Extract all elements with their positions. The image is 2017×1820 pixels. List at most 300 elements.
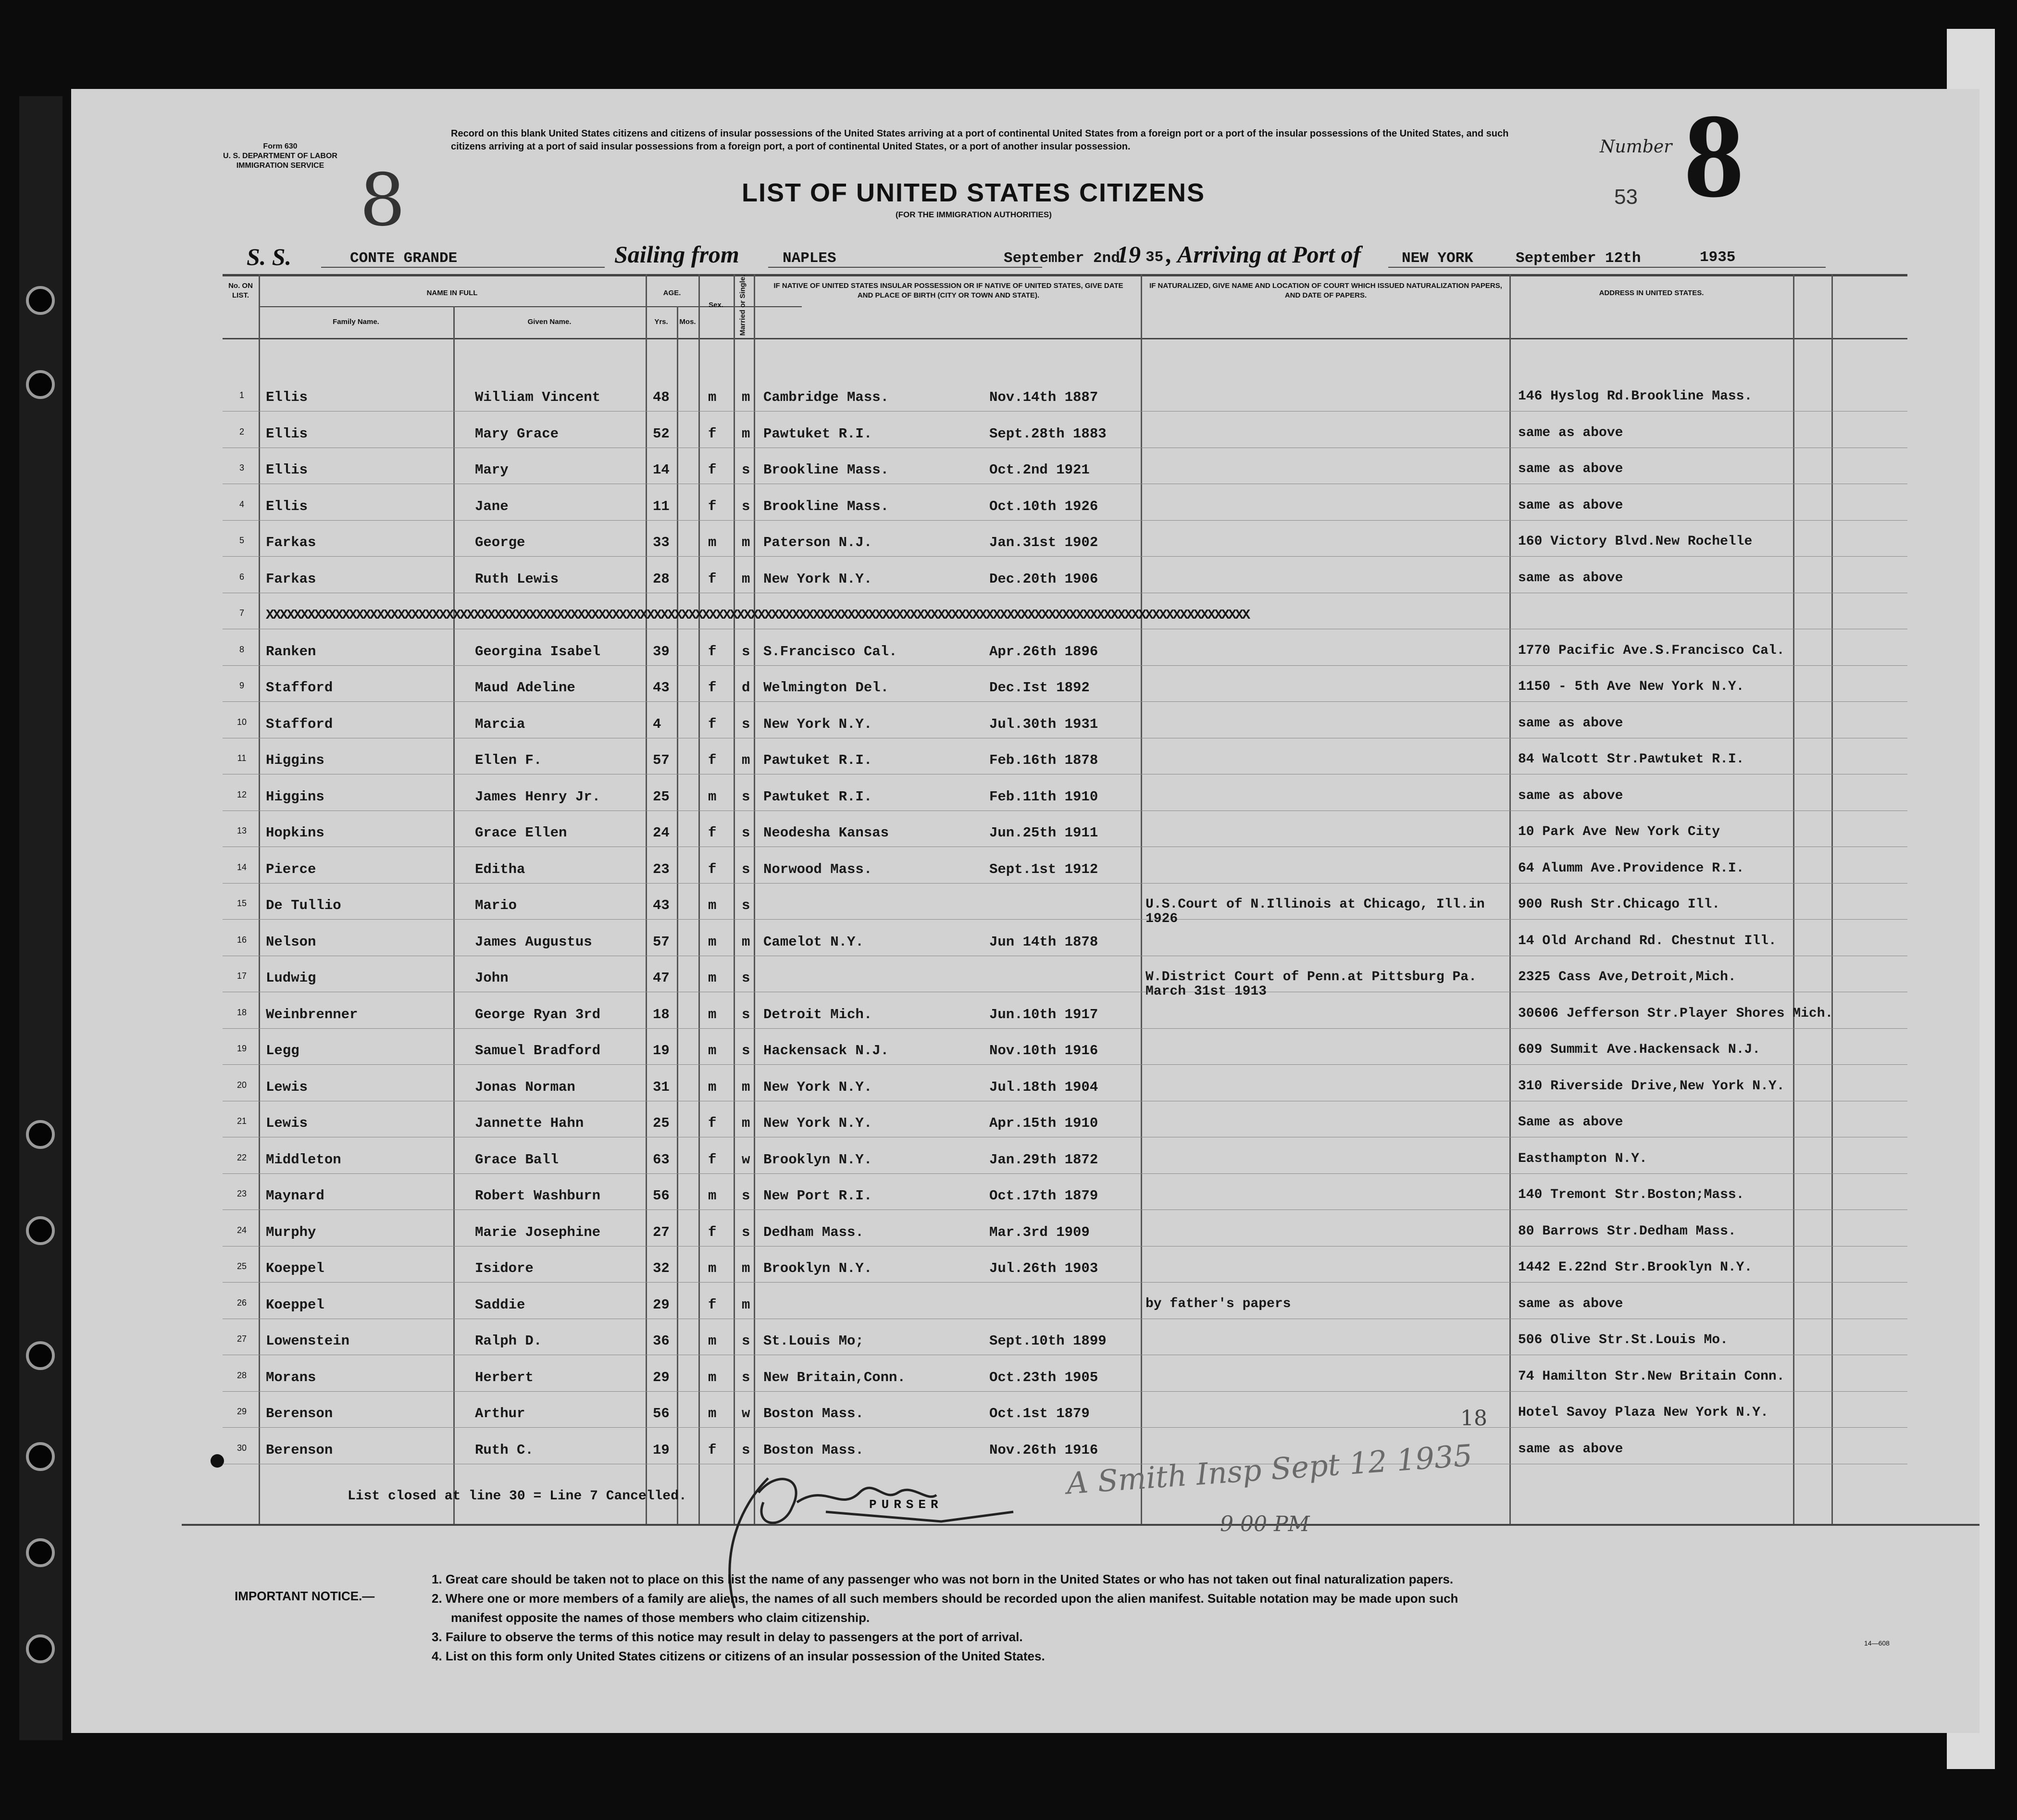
row-sex: f <box>708 1442 717 1458</box>
ss-label: S. S. <box>247 243 292 270</box>
ship-name: CONTE GRANDE <box>350 250 458 267</box>
row-given: George <box>475 535 525 550</box>
row-given: Jane <box>475 499 509 514</box>
row-address: same as above <box>1518 788 1623 803</box>
binder-hole <box>26 1634 55 1663</box>
row-no: 16 <box>237 935 247 945</box>
row-address: 64 Alumm Ave.Providence R.I. <box>1518 861 1744 876</box>
row-given: Grace Ball <box>475 1152 559 1168</box>
row-family: Hopkins <box>266 825 324 841</box>
row-no: 18 <box>237 1008 247 1017</box>
row-date: Oct.17th 1879 <box>989 1188 1098 1204</box>
row-no: 8 <box>239 645 244 654</box>
header-address: ADDRESS IN UNITED STATES. <box>1599 289 1704 297</box>
row-address: same as above <box>1518 425 1623 440</box>
row-age: 39 <box>653 644 670 660</box>
row-sex: f <box>708 499 717 514</box>
row-sex: m <box>708 1007 717 1022</box>
row-address: 506 Olive Str.St.Louis Mo. <box>1518 1333 1728 1347</box>
row-ms: s <box>742 825 750 841</box>
row-age: 57 <box>653 752 670 768</box>
row-ms: m <box>742 1297 750 1313</box>
row-sex: f <box>708 462 717 478</box>
row-no: 20 <box>237 1080 247 1090</box>
row-place: Brooklyn N.Y. <box>763 1152 872 1168</box>
sail-date: September 2nd <box>1004 250 1120 267</box>
row-family: Koeppel <box>266 1260 324 1276</box>
row-no: 1 <box>239 390 244 400</box>
row-sex: m <box>708 1188 717 1204</box>
row-given: Editha <box>475 861 525 877</box>
binder-hole <box>26 1216 55 1245</box>
row-sex: m <box>708 1333 717 1349</box>
row-date: Mar.3rd 1909 <box>989 1224 1090 1240</box>
row-ms: s <box>742 1442 750 1458</box>
row-given: Saddie <box>475 1297 525 1313</box>
row-sex: m <box>708 789 717 805</box>
header-age: AGE. <box>663 289 681 297</box>
row-rule <box>223 1028 1907 1029</box>
row-ms: s <box>742 1043 750 1059</box>
header-mos: Mos. <box>679 318 696 326</box>
row-rule <box>223 556 1907 557</box>
row-date: Oct.23th 1905 <box>989 1370 1098 1385</box>
row-no: 28 <box>237 1371 247 1380</box>
row-ms: m <box>742 571 750 587</box>
row-ms: s <box>742 1370 750 1385</box>
row-ms: s <box>742 644 750 660</box>
row-address: 900 Rush Str.Chicago Ill. <box>1518 897 1720 912</box>
row-place: Detroit Mich. <box>763 1007 872 1022</box>
row-given: Mary Grace <box>475 426 559 442</box>
row-family: Lewis <box>266 1115 308 1131</box>
row-date: Apr.15th 1910 <box>989 1115 1098 1131</box>
row-sex: m <box>708 535 717 550</box>
row-sex: m <box>708 1406 717 1421</box>
row-date: Apr.26th 1896 <box>989 644 1098 660</box>
header-family-name: Family Name. <box>333 318 379 326</box>
row-date: Nov.10th 1916 <box>989 1043 1098 1059</box>
row-age: 11 <box>653 499 670 514</box>
row-age: 25 <box>653 789 670 805</box>
row-age: 23 <box>653 861 670 877</box>
row-ms: s <box>742 499 750 514</box>
row-date: Jan.29th 1872 <box>989 1152 1098 1168</box>
row-date: Jun.25th 1911 <box>989 825 1098 841</box>
row-family: Ranken <box>266 644 316 660</box>
row-place: Pawtuket R.I. <box>763 426 872 442</box>
row-given: Marie Josephine <box>475 1224 601 1240</box>
row-no: 23 <box>237 1189 247 1198</box>
row-given: Mario <box>475 898 517 913</box>
arrival-year: 1935 <box>1700 249 1736 266</box>
row-address: 1442 E.22nd Str.Brooklyn N.Y. <box>1518 1260 1753 1275</box>
row-rule <box>223 1064 1907 1065</box>
row-given: Ruth C. <box>475 1442 534 1458</box>
row-rule <box>223 919 1907 920</box>
row-given: George Ryan 3rd <box>475 1007 601 1022</box>
row-given: Ellen F. <box>475 752 542 768</box>
row-date: Sept.28th 1883 <box>989 426 1107 442</box>
row-age: 25 <box>653 1115 670 1131</box>
row-no: 14 <box>237 862 247 872</box>
row-age: 31 <box>653 1079 670 1095</box>
row-address: 14 Old Archand Rd. Chestnut Ill. <box>1518 934 1777 948</box>
row-ms: s <box>742 1333 750 1349</box>
row-ms: s <box>742 1188 750 1204</box>
row-no: 29 <box>237 1407 247 1416</box>
row-place: Brooklyn N.Y. <box>763 1260 872 1276</box>
row-rule <box>223 665 1907 666</box>
row-place: Brookline Mass. <box>763 462 889 478</box>
row-age: 43 <box>653 898 670 913</box>
row-no: 22 <box>237 1153 247 1162</box>
row-no: 19 <box>237 1044 247 1053</box>
row-date: Jun.10th 1917 <box>989 1007 1098 1022</box>
row-no: 17 <box>237 971 247 981</box>
from-port: NAPLES <box>783 250 836 267</box>
row-date: Feb.11th 1910 <box>989 789 1098 805</box>
row-age: 33 <box>653 535 670 550</box>
row-nat: W.District Court of Penn.at Pittsburg Pa. March 31st 1913 <box>1145 970 1477 999</box>
row-given: Georgina Isabel <box>475 644 601 660</box>
sailing-label: Sailing from <box>614 241 739 268</box>
row-address: 84 Walcott Str.Pawtuket R.I. <box>1518 752 1744 767</box>
service-label: IMMIGRATION SERVICE <box>236 162 324 170</box>
table-top-rule <box>223 274 1907 276</box>
row-given: Maud Adeline <box>475 680 575 696</box>
row-no: 24 <box>237 1225 247 1235</box>
row-sex: m <box>708 934 717 950</box>
time-note: 9 00 PM <box>1220 1512 1310 1536</box>
row-ms: s <box>742 462 750 478</box>
row-age: 29 <box>653 1370 670 1385</box>
row-no: 6 <box>239 572 244 582</box>
row-address: 80 Barrows Str.Dedham Mass. <box>1518 1224 1736 1239</box>
row-address: 140 Tremont Str.Boston;Mass. <box>1518 1187 1744 1202</box>
row-date: Jul.26th 1903 <box>989 1260 1098 1276</box>
row-age: 63 <box>653 1152 670 1168</box>
row-address: Same as above <box>1518 1115 1623 1130</box>
row-ms: w <box>742 1406 750 1421</box>
page-subtitle: (FOR THE IMMIGRATION AUTHORITIES) <box>896 210 1052 219</box>
row-no: 21 <box>237 1116 247 1126</box>
row-address: Easthampton N.Y. <box>1518 1151 1647 1166</box>
row-no: 4 <box>239 499 244 509</box>
row-family: Higgins <box>266 789 324 805</box>
row-place: Boston Mass. <box>763 1406 864 1421</box>
row-age: 4 <box>653 716 661 732</box>
row-address: 1150 - 5th Ave New York N.Y. <box>1518 679 1744 694</box>
row-nat: U.S.Court of N.Illinois at Chicago, Ill.in 1926 <box>1145 897 1485 926</box>
row-no: 5 <box>239 536 244 545</box>
row-given: Marcia <box>475 716 525 732</box>
row-given: Jonas Norman <box>475 1079 575 1095</box>
row-sex: m <box>708 898 717 913</box>
row-place: Dedham Mass. <box>763 1224 864 1240</box>
row-age: 19 <box>653 1442 670 1458</box>
manifest-sheet <box>71 89 1980 1733</box>
arriving-label: , Arriving at Port of <box>1166 241 1361 268</box>
row-family: Legg <box>266 1043 299 1059</box>
row-family: Pierce <box>266 861 316 877</box>
row-date: Dec.Ist 1892 <box>989 680 1090 696</box>
row-age: 32 <box>653 1260 670 1276</box>
row-age: 36 <box>653 1333 670 1349</box>
row-place: New York N.Y. <box>763 716 872 732</box>
row-place: Cambridge Mass. <box>763 389 889 405</box>
row-given: Robert Washburn <box>475 1188 601 1204</box>
row-date: Oct.2nd 1921 <box>989 462 1090 478</box>
row-ms: m <box>742 426 750 442</box>
row-ms: m <box>742 752 750 768</box>
row-age: 14 <box>653 462 670 478</box>
row-place: Norwood Mass. <box>763 861 872 877</box>
row-family: Berenson <box>266 1442 333 1458</box>
row-ms: s <box>742 861 750 877</box>
binder-hole <box>26 1538 55 1567</box>
sail-year-suffix: 35 <box>1145 249 1164 266</box>
row-place: Pawtuket R.I. <box>763 789 872 805</box>
page-title: LIST OF UNITED STATES CITIZENS <box>742 178 1205 207</box>
row-date: Oct.10th 1926 <box>989 499 1098 514</box>
row-place: Welmington Del. <box>763 680 889 696</box>
inspector-note: A Smith Insp Sept 12 1935 <box>1065 1437 1474 1501</box>
list-closed-note: List closed at line 30 = Line 7 Cancelled. <box>348 1489 687 1504</box>
notice-2-cont: manifest opposite the names of those members who claim citizenship. <box>451 1610 870 1625</box>
col-rule <box>259 274 260 1524</box>
form-code: 14—608 <box>1864 1639 1890 1647</box>
row-ms: m <box>742 389 750 405</box>
header-married-single: Married or Single. <box>738 274 747 336</box>
col-rule <box>698 274 700 1524</box>
row-family: Berenson <box>266 1406 333 1421</box>
row-ms: m <box>742 1260 750 1276</box>
row-date: Feb.16th 1878 <box>989 752 1098 768</box>
row-no: 3 <box>239 463 244 473</box>
row-ms: m <box>742 535 750 550</box>
form-number: Form 630 <box>263 142 298 150</box>
row-family: Farkas <box>266 571 316 587</box>
col-rule <box>646 274 647 1524</box>
row-no: 7 <box>239 608 244 618</box>
row-rule <box>223 810 1907 811</box>
col-rule <box>1509 274 1511 1524</box>
row-no: 27 <box>237 1334 247 1344</box>
binder-hole <box>26 1341 55 1370</box>
row-given: Ralph D. <box>475 1333 542 1349</box>
row-no: 10 <box>237 717 247 727</box>
row-rule <box>223 1173 1907 1174</box>
row-place: Pawtuket R.I. <box>763 752 872 768</box>
row-family: Ellis <box>266 389 308 405</box>
row-no: 2 <box>239 427 244 436</box>
header-birth: IF NATIVE OF UNITED STATES INSULAR POSSESSION OR IF NATIVE OF UNITED STATES, GIVE DATE AND PLACE OF BIRTH (CITY OR TOWN AND STATE). <box>773 282 1123 299</box>
row-place: Boston Mass. <box>763 1442 864 1458</box>
row-given: James Henry Jr. <box>475 789 601 805</box>
binder-hole <box>26 1120 55 1149</box>
col-rule <box>1141 274 1142 1524</box>
row-date: Jun 14th 1878 <box>989 934 1098 950</box>
notice-title: IMPORTANT NOTICE.— <box>235 1589 375 1603</box>
department-label: U. S. DEPARTMENT OF LABOR <box>223 152 337 160</box>
row-sex: f <box>708 1224 717 1240</box>
arrival-port: NEW YORK <box>1402 250 1473 267</box>
header-given-name: Given Name. <box>527 318 572 326</box>
row-place: New Britain,Conn. <box>763 1370 906 1385</box>
row-sex: f <box>708 571 717 587</box>
row-ms: d <box>742 680 750 696</box>
row-date: Dec.20th 1906 <box>989 571 1098 587</box>
row-ms: m <box>742 1115 750 1131</box>
row-age: 28 <box>653 571 670 587</box>
row-address: Hotel Savoy Plaza New York N.Y. <box>1518 1405 1768 1420</box>
handwritten-mark: 8 <box>360 159 406 242</box>
row-place: Camelot N.Y. <box>763 934 864 950</box>
row-given: John <box>475 970 509 986</box>
row-rule <box>223 1246 1907 1247</box>
row-sex: m <box>708 970 717 986</box>
row-date: Oct.1st 1879 <box>989 1406 1090 1421</box>
row-ms: s <box>742 789 750 805</box>
row-age: 57 <box>653 934 670 950</box>
arrival-date: September 12th <box>1516 250 1641 267</box>
row-family: Ellis <box>266 462 308 478</box>
row-address: 10 Park Ave New York City <box>1518 824 1720 839</box>
purser-label: PURSER <box>869 1497 943 1512</box>
row-rule <box>223 1209 1907 1210</box>
row-no: 11 <box>237 753 247 763</box>
row-family: Ellis <box>266 426 308 442</box>
page-handwritten: 53 <box>1614 185 1638 209</box>
row-family: Ellis <box>266 499 308 514</box>
row-no: 13 <box>237 826 247 835</box>
row-age: 56 <box>653 1188 670 1204</box>
header-name-in-full: NAME IN FULL <box>426 289 478 297</box>
row-place: S.Francisco Cal. <box>763 644 897 660</box>
header-no: No. ON LIST. <box>228 282 253 299</box>
number-label: Number <box>1600 137 1672 157</box>
row-age: 19 <box>653 1043 670 1059</box>
row-address: 74 Hamilton Str.New Britain Conn. <box>1518 1369 1785 1384</box>
row-rule <box>223 701 1907 702</box>
row-age: 24 <box>653 825 670 841</box>
row-sex: f <box>708 644 717 660</box>
row-ms: s <box>742 898 750 913</box>
row-rule <box>223 883 1907 884</box>
row-age: 18 <box>653 1007 670 1022</box>
header-sex: Sex. <box>709 301 723 309</box>
row-no: 12 <box>237 790 247 799</box>
row-family: Middleton <box>266 1152 341 1168</box>
row-family: Stafford <box>266 680 333 696</box>
row-sex: m <box>708 1043 717 1059</box>
row-sex: m <box>708 1370 717 1385</box>
row-given: Arthur <box>475 1406 525 1421</box>
row-sex: f <box>708 1297 717 1313</box>
row-family: Morans <box>266 1370 316 1385</box>
row-age: 56 <box>653 1406 670 1421</box>
row-place: New York N.Y. <box>763 571 872 587</box>
row-ms: m <box>742 934 750 950</box>
row-given: Jannette Hahn <box>475 1115 584 1131</box>
row-sex: f <box>708 716 717 732</box>
row-age: 48 <box>653 389 670 405</box>
row-family: Murphy <box>266 1224 316 1240</box>
row-sex: f <box>708 1115 717 1131</box>
row-address: 146 Hyslog Rd.Brookline Mass. <box>1518 389 1753 404</box>
row-address: same as above <box>1518 1296 1623 1311</box>
row-given: Ruth Lewis <box>475 571 559 587</box>
header-naturalized: IF NATURALIZED, GIVE NAME AND LOCATION OF COURT WHICH ISSUED NATURALIZATION PAPERS, AND DATE OF PAPERS. <box>1149 282 1502 299</box>
row-rule <box>223 1282 1907 1283</box>
row-address: same as above <box>1518 498 1623 513</box>
row-address: same as above <box>1518 716 1623 731</box>
row-sex: m <box>708 389 717 405</box>
row-rule <box>223 1391 1907 1392</box>
row-age: 29 <box>653 1297 670 1313</box>
notice-2: 2. Where one or more members of a family are aliens, the names of all such members should be recorded upon the alien manifest. Suitable notation may be made upon such <box>432 1591 1458 1606</box>
sail-year-prefix: 19 <box>1117 241 1141 268</box>
row-address: same as above <box>1518 1442 1623 1457</box>
row-sex: f <box>708 752 717 768</box>
row-given: Samuel Bradford <box>475 1043 601 1059</box>
row-ms: w <box>742 1152 750 1168</box>
row-no: 9 <box>239 681 244 690</box>
row-place: New Port R.I. <box>763 1188 872 1204</box>
row-date: Nov.26th 1916 <box>989 1442 1098 1458</box>
row-address: 2325 Cass Ave,Detroit,Mich. <box>1518 970 1736 985</box>
row-family: Ludwig <box>266 970 316 986</box>
header-yrs: Yrs. <box>654 318 668 326</box>
row-given: James Augustus <box>475 934 592 950</box>
row-place: Neodesha Kansas <box>763 825 889 841</box>
row-ms: s <box>742 1007 750 1022</box>
row-address: 30606 Jefferson Str.Player Shores Mich. <box>1518 1006 1833 1021</box>
row-address: same as above <box>1518 461 1623 476</box>
count-note: 18 <box>1460 1406 1487 1431</box>
col-rule <box>754 274 755 1524</box>
col-rule <box>734 274 735 1524</box>
binder-hole <box>26 1442 55 1471</box>
row-no: 30 <box>237 1443 247 1453</box>
row-given: Isidore <box>475 1260 534 1276</box>
row-ms: m <box>742 1079 750 1095</box>
row-age: 47 <box>653 970 670 986</box>
row-date: Sept.1st 1912 <box>989 861 1098 877</box>
col-rule <box>453 306 455 1524</box>
row-family: Koeppel <box>266 1297 324 1313</box>
row-no: 25 <box>237 1261 247 1271</box>
notice-3: 3. Failure to observe the terms of this notice may result in delay to passengers at the port of arrival. <box>432 1630 1023 1644</box>
row-ms: s <box>742 1224 750 1240</box>
row-date: Jul.18th 1904 <box>989 1079 1098 1095</box>
binder-strip <box>19 96 62 1740</box>
table-bottom-rule <box>182 1524 1980 1526</box>
binder-hole <box>26 286 55 315</box>
number-value: 8 <box>1684 89 1744 223</box>
row-address: 160 Victory Blvd.New Rochelle <box>1518 534 1753 549</box>
row-no: 15 <box>237 898 247 908</box>
row-sex: f <box>708 680 717 696</box>
row-no: 26 <box>237 1298 247 1308</box>
row-place: New York N.Y. <box>763 1115 872 1131</box>
row-date: Jan.31st 1902 <box>989 535 1098 550</box>
row-nat: by father's papers <box>1145 1296 1291 1311</box>
row-address: 1770 Pacific Ave.S.Francisco Cal. <box>1518 643 1785 658</box>
row-age: 52 <box>653 426 670 442</box>
row-sex: m <box>708 1079 717 1095</box>
